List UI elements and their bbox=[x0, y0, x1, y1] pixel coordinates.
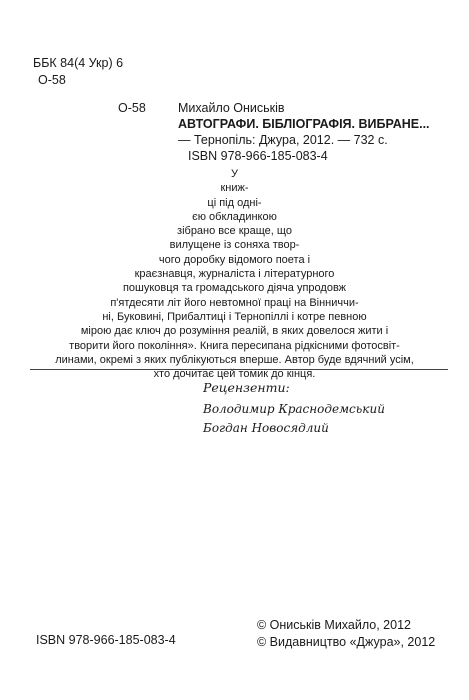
annotation-line: зібрано все краще, що bbox=[177, 225, 292, 238]
record-author-mark: О-58 bbox=[118, 101, 146, 115]
annotation-line: п'ятдесяти літ його невтомної праці на Вінниччи- bbox=[110, 296, 359, 309]
annotation-line: линами, окремі з яких публікуються вперше. Автор буде вдячний усім, bbox=[55, 353, 414, 366]
annotation-line: чого доробку відомого поета і bbox=[158, 253, 311, 266]
annotation-line: вилущене із соняха твор- bbox=[169, 239, 300, 252]
annotation-line: єю обкладинкою bbox=[192, 210, 277, 223]
reviewer-name: Богдан Новосядлий bbox=[203, 421, 329, 435]
annotation-line: мірою дає ключ до розуміння реалій, в яких довелося жити і bbox=[80, 325, 389, 338]
reviewers-heading: Рецензенти: bbox=[203, 380, 290, 395]
annotation-line: творити його покоління». Книга пересипана рідкісними фотосвіт- bbox=[69, 339, 400, 352]
copyright-author: © Ониськів Михайло, 2012 bbox=[257, 618, 411, 632]
record-isbn: ISBN 978-966-185-083-4 bbox=[188, 149, 328, 163]
record-publication: — Тернопіль: Джура, 2012. — 732 с. bbox=[178, 133, 388, 147]
copyright-publisher: © Видавництво «Джура», 2012 bbox=[257, 635, 436, 649]
annotation-line: У bbox=[231, 168, 238, 180]
annotation-line: краєзнавця, журналіста і літературного bbox=[134, 268, 335, 281]
annotation-block bbox=[0, 167, 469, 381]
annotation-line: хто дочитає цей томик до кінця. bbox=[153, 368, 316, 381]
annotation-line: пошуковця та громадського діяча упродовж bbox=[122, 282, 347, 295]
section-divider bbox=[30, 369, 448, 370]
footer-isbn: ISBN 978-966-185-083-4 bbox=[36, 633, 176, 647]
author-mark-code: О-58 bbox=[38, 73, 66, 87]
reviewer-name: Володимир Краснодемський bbox=[203, 402, 385, 416]
annotation-line: ці під одні- bbox=[207, 196, 262, 209]
annotation-line: книж- bbox=[220, 182, 249, 195]
record-author: Михайло Ониськів bbox=[178, 101, 285, 115]
annotation-line: ні, Буковині, Прибалтиці і Тернопіллі і котре певною bbox=[102, 310, 367, 323]
record-title: АВТОГРАФИ. БІБЛІОГРАФІЯ. ВИБРАНЕ... bbox=[178, 117, 430, 131]
bbk-code: ББК 84(4 Укр) 6 bbox=[33, 56, 124, 70]
